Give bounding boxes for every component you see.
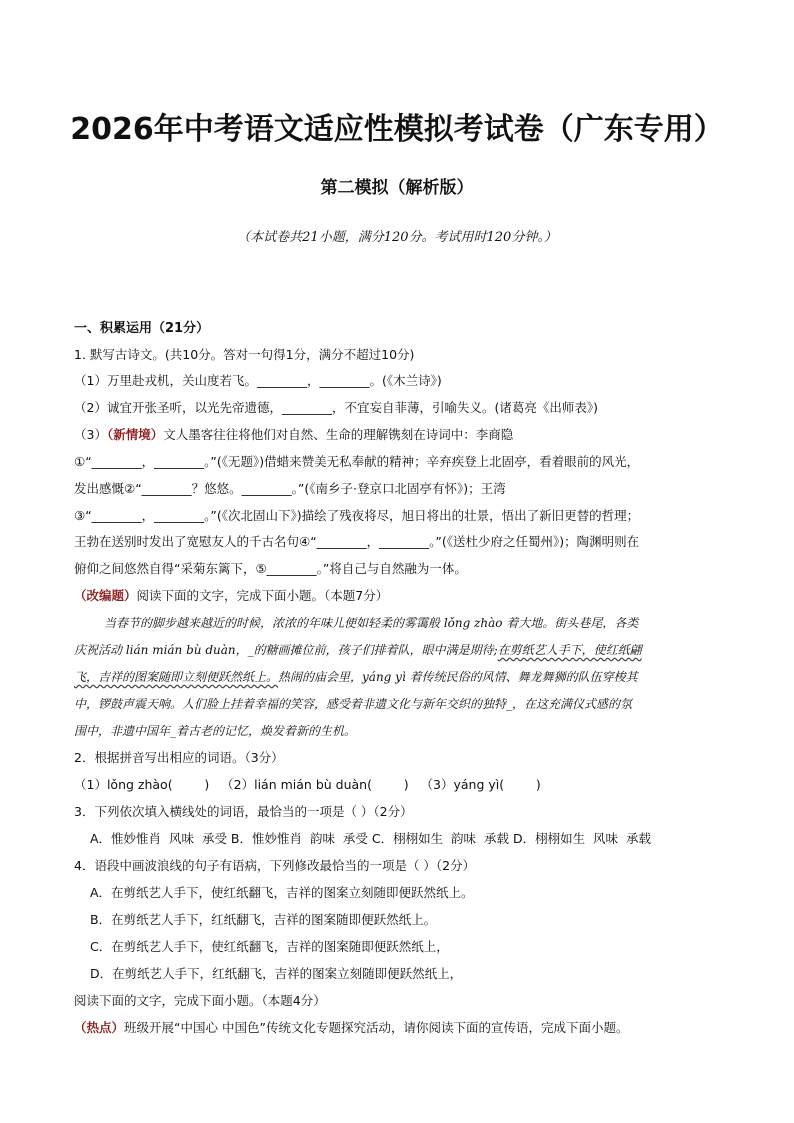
q1-line-c: ③“________，________。”(《次北固山下》)描绘了残夜将尽，旭日将出的壮景，悟出了新旧更替的哲理； xyxy=(74,508,640,523)
q3-options: A．惟妙惟肖 风味 承受 B．惟妙惟肖 韵味 承受 C．栩栩如生 韵味 承载 D．栩栩如生 风味 承载 xyxy=(90,831,651,846)
page-subtitle: 第二模拟（解析版） xyxy=(320,178,474,198)
passage-line-3 xyxy=(74,668,734,686)
q4-stem: 4．语段中画波浪线的句子有语病，下列修改最恰当的一项是（ ）（2分） xyxy=(74,858,476,873)
q4-option-a: A．在剪纸艺人手下，使红纸翻飞，吉祥的图案立刻随即便跃然纸上。 xyxy=(90,885,474,900)
q4-option-d: D．在剪纸艺人手下，红纸翻飞，吉祥的图案立刻随即便跃然纸上， xyxy=(90,966,463,981)
q1-line-d: 王勃在送别时发出了宽慰友人的千古名句④“________，________。”(《送杜少府之任蜀州》)；陶渊明则在 xyxy=(74,534,640,549)
q1-line-e: 俯仰之间悠然自得“采菊东篱下，⑤________。”将自己与自然融为一体。 xyxy=(74,561,467,576)
q1-item-3-text: 文人墨客往往将他们对自然、生命的理解镌刻在诗词中：李商隐 xyxy=(163,427,514,442)
q2-stem: 2．根据拼音写出相应的词语。（3分） xyxy=(74,750,284,765)
q1-item-2: （2）诚宜开张圣听，以光先帝遗德，________，不宜妄自菲薄，引喻失义。(诸葛亮《出师表》) xyxy=(74,400,598,415)
section-heading: 一、积累运用（21分） xyxy=(74,321,210,336)
q1-item-1: （1）万里赴戎机，关山度若飞。________，________。(《木兰诗》) xyxy=(74,373,442,388)
q1-line-b: 发出感慨②“________？悠悠。________。”(《南乡子·登京口北固亭有怀》)；王湾 xyxy=(74,481,506,496)
q2-options: （1）lǒng zhào( ) （2）lián mián bù duàn( ) （3）yáng yì( ) xyxy=(74,777,541,792)
passage-line-5: 围中，非遗中国年_着古老的记忆，焕发着新的生机。 xyxy=(74,724,357,738)
passage-line-4: 中，锣鼓声震天响。人们脸上挂着幸福的笑容，感受着非遗文化与新年交织的独特_，在这充满仪式感的氛 xyxy=(74,697,633,711)
reading1-intro xyxy=(74,587,734,605)
passage-line-3-text: 热闹的庙会里，yáng yì 着传统民俗的风情、舞龙舞狮的队伍穿梭其 xyxy=(278,670,638,684)
wavy-sentence-part-1: 在剪纸艺人手下，使红纸翩 xyxy=(497,643,642,657)
q1-line-a: ①“________，________。”(《无题》)借蜡来赞美无私奉献的精神；辛弃疾登上北固亭，看着眼前的风光， xyxy=(74,454,640,469)
passage-line-2-text: 庆祝活动 lián mián bù duàn，_的糖画摊位前，孩子们排着队，眼中满是期待; xyxy=(74,643,498,657)
reading2-text-body: 班级开展“中国心 中国色”传统文化专题探究活动，请你阅读下面的宣传语，完成下面小题。 xyxy=(124,1020,629,1035)
new-context-tag: （新情境） xyxy=(106,427,164,442)
page-title: 2026年中考语文适应性模拟考试卷（广东专用） xyxy=(70,112,724,147)
q4-option-b: B．在剪纸艺人手下，红纸翻飞，吉祥的图案随即便跃然纸上。 xyxy=(90,912,437,927)
passage-line-2 xyxy=(74,641,734,659)
q3-stem: 3．下列依次填入横线处的词语，最恰当的一项是（ ）（2分） xyxy=(74,804,413,819)
q4-option-c: C．在剪纸艺人手下，使红纸翻飞，吉祥的图案随即便跃然纸上， xyxy=(90,939,449,954)
reading2-text xyxy=(74,1019,734,1037)
hot-topic-tag: （热点） xyxy=(74,1020,125,1035)
q1-item-3-prefix: （3） xyxy=(74,427,107,442)
q1-item-3 xyxy=(74,426,734,444)
adapted-tag: （改编题） xyxy=(74,588,137,603)
q1-stem: 1. 默写古诗文。(共10分。答对一句得1分，满分不超过10分) xyxy=(74,347,415,362)
wavy-sentence-part-2: 飞，吉祥的图案随即立刻便跃然纸上。 xyxy=(74,670,279,684)
exam-note: （本试卷共21小题，满分120分。考试用时120分钟。） xyxy=(237,230,557,245)
reading2-intro: 阅读下面的文字，完成下面小题。（本题4分） xyxy=(74,993,326,1008)
reading1-intro-text: 阅读下面的文字，完成下面小题。（本题7分） xyxy=(136,588,389,603)
passage-line-1: 当春节的脚步越来越近的时候，浓浓的年味儿便如轻柔的雾霭般 lǒng zhào 着大地。街头巷尾，各类 xyxy=(104,616,639,630)
